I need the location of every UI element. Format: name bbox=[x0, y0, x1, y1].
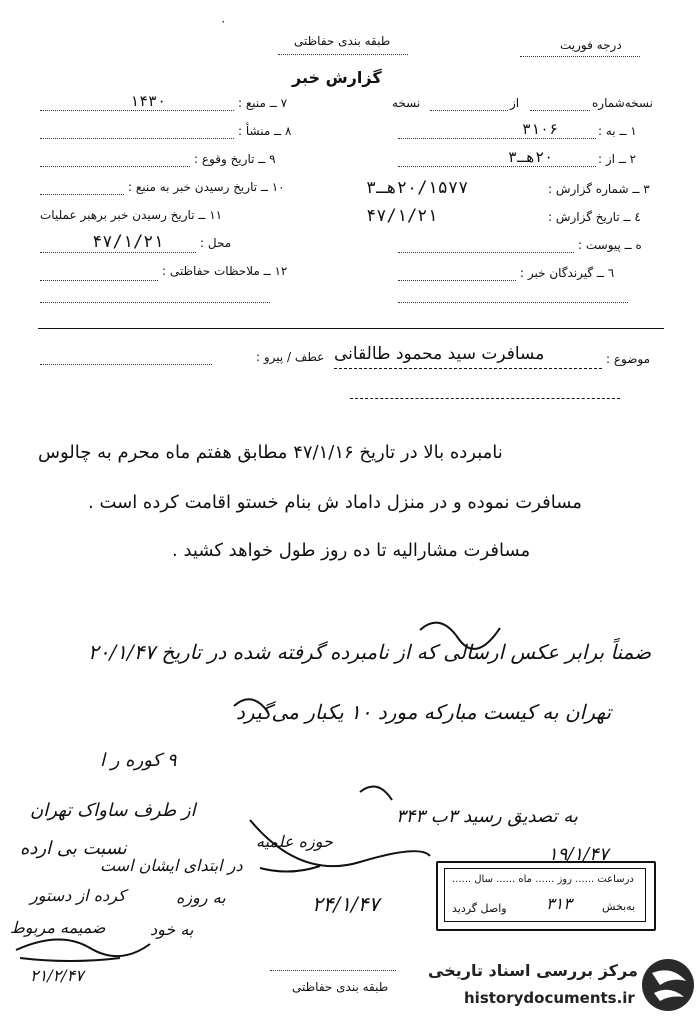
to-label: ۱ ــ به : bbox=[598, 124, 637, 138]
signature-stroke bbox=[16, 939, 150, 956]
form-title: گزارش خبر bbox=[292, 68, 382, 87]
handwritten-note-3: ۹ کوره ر ا bbox=[100, 750, 177, 771]
handwritten-note-11: ضمیمه مربوط bbox=[10, 918, 106, 937]
place-label: محل : bbox=[200, 236, 232, 250]
report-number-label: ۳ ــ شماره گزارش : bbox=[548, 182, 650, 196]
ref-label: عطف / پیرو : bbox=[256, 350, 325, 364]
logo-title: مرکز بررسی اسناد تاریخی bbox=[428, 961, 638, 980]
signature-stroke bbox=[20, 958, 120, 961]
origin-label: ۸ ــ منشأ : bbox=[238, 124, 292, 138]
handwritten-note-10: به روزه bbox=[176, 888, 226, 907]
body-line-2: مسافرت نموده و در منزل داماد ش بنام خستو اقامت کرده است . bbox=[88, 492, 582, 513]
stamp-section-label: به‌بخش bbox=[602, 900, 636, 913]
classification-bottom: طبقه بندی حفاظتی bbox=[292, 980, 389, 994]
handwritten-note-8: در ابتدای ایشان است bbox=[100, 856, 243, 875]
subject-label: موضوع : bbox=[606, 352, 651, 366]
body-line-1: نامبرده بالا در تاریخ ۴۷/۱/۱۶ مطابق هفتم ماه محرم به چالوس bbox=[38, 442, 503, 463]
signature-stroke bbox=[260, 866, 320, 872]
body-line-3: مسافرت مشارالیه تا ده روز طول خواهد کشید . bbox=[172, 540, 531, 561]
handwritten-note-4: به تصدیق رسید ۳ب ۳۴۳ bbox=[396, 806, 578, 827]
copy-number-label: نسخه‌شماره bbox=[592, 96, 653, 110]
source-value: ۱۴۳۰ bbox=[130, 92, 167, 110]
to-value: ۳۱۰۶ bbox=[522, 120, 559, 138]
stamp-line-1: درساعت ...... روز ...... ماه ...... سال ...... bbox=[452, 874, 634, 885]
arrival-ops-label: ۱۱ ــ تاریخ رسیدن خبر برهبر عملیات bbox=[40, 208, 223, 222]
dots bbox=[270, 970, 396, 971]
stamp-received: واصل گردید bbox=[452, 902, 507, 915]
handwritten-note-5: از طرف ساواک تهران bbox=[30, 800, 196, 821]
signature-stroke bbox=[360, 787, 392, 800]
event-date-label: ۹ ــ تاریخ وقوع : bbox=[194, 152, 276, 166]
attachment-label: ه ــ پیوست : bbox=[578, 238, 642, 252]
logo-emblem-icon bbox=[642, 959, 694, 1011]
report-date-label: ٤ ــ تاریخ گزارش : bbox=[548, 210, 641, 224]
handwritten-date-2: ۲۱/۲/۴۷ bbox=[30, 966, 84, 985]
from-value: ۲۰هـ۳ bbox=[508, 148, 554, 166]
report-date-value: ۴۷/۱/۲۱ bbox=[366, 206, 438, 226]
report-number-value: ۲۰/۱۵۷۷هـ۳ bbox=[366, 178, 469, 198]
stamp-date: ۱۹/۱/۴۷ bbox=[548, 844, 609, 865]
handwritten-note-7: نسبت بی ارده bbox=[20, 838, 127, 859]
arrival-source-label: ۱۰ ــ تاریخ رسیدن خبر به منبع : bbox=[128, 180, 285, 194]
security-notes-label: ۱۲ ــ ملاحظات حفاظتی : bbox=[162, 264, 288, 278]
copy-label: نسخه bbox=[392, 96, 421, 110]
handwritten-note-9: کرده از دستور bbox=[30, 886, 126, 905]
copy-from-label: از bbox=[510, 96, 520, 110]
stamp-section-value: ۳۱۳ bbox=[546, 894, 572, 913]
signature-stroke bbox=[234, 699, 268, 712]
source-label: ۷ ــ منبع : bbox=[238, 96, 288, 110]
archive-logo bbox=[420, 955, 700, 1018]
handwritten-note-6: حوزه علمیه bbox=[256, 832, 333, 851]
signature-stroke bbox=[250, 820, 430, 866]
recipients-label: ٦ ــ گیرندگان خبر : bbox=[520, 266, 615, 280]
classification-top: طبقه بندی حفاظتی bbox=[294, 34, 391, 48]
handwritten-note-2: تهران به کیست مبارکه مورد ۱۰ یکبار می‌گیرد bbox=[236, 700, 612, 724]
signature-stroke bbox=[420, 623, 500, 649]
from-label: ۲ ــ از : bbox=[598, 152, 637, 166]
handwritten-note-12: به خود bbox=[150, 920, 194, 939]
logo-url: historydocuments.ir bbox=[464, 989, 635, 1007]
handwritten-note-1: ضمناً برابر عکس ارسالی که از نامبرده گرفته شده در تاریخ ۲۰/۱/۴۷ bbox=[88, 640, 652, 664]
page-mark: ٠ bbox=[220, 14, 227, 28]
subject-value: مسافرت سید محمود طالقانی bbox=[334, 344, 545, 364]
handwritten-date-1: ۲۴/۱/۴۷ bbox=[312, 892, 380, 916]
arrival-ops-value: ۴۷/۱/۲۱ bbox=[92, 232, 164, 252]
priority-label: درجه فوریت bbox=[560, 38, 622, 52]
